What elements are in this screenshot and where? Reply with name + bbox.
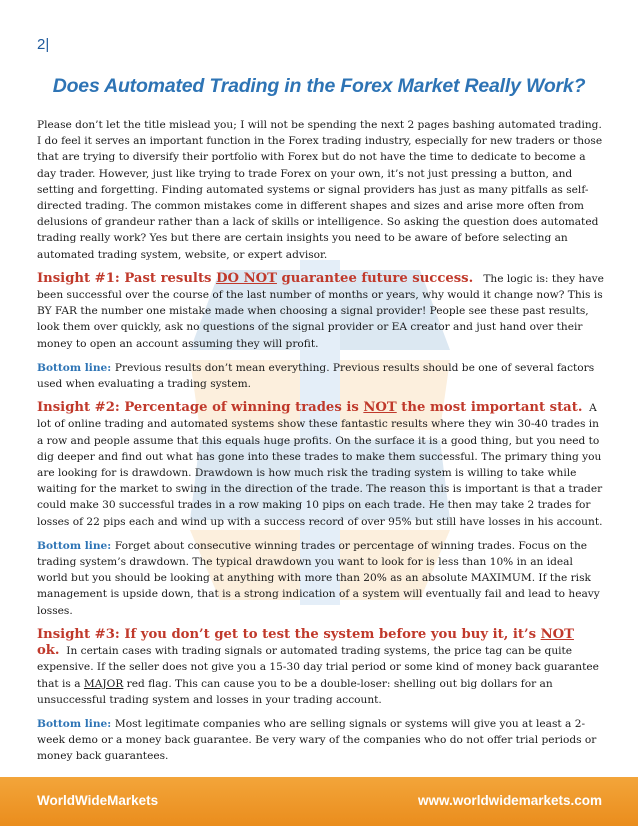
insight-1-heading-c: guarantee future success. xyxy=(276,270,474,286)
insight-2-heading-c: the most important stat. xyxy=(396,400,583,416)
bottom-line-label: Bottom line: xyxy=(37,539,115,552)
footer-brand: WorldWideMarkets xyxy=(37,793,159,808)
footer-bar xyxy=(0,777,638,826)
insight-3-heading-a: Insight #3: If you don’t get to test the system before you buy it, it’s xyxy=(37,626,541,642)
article-body xyxy=(37,117,605,765)
intro-paragraph: Please don’t let the title mislead you; I will not be spending the next 2 pages bashing automated trading. I do feel it serves an important function in the Forex trading industry, especially for new traders or those that are trying to diversify their portfolio with Forex but do not have the time to dedicate to become a day trader. However, just like trying to trade Forex on your own, it’s not just pressing a button, and setting and forgetting. Finding automated systems or signal providers has just as many pitfalls as self-directed trading. The common mistakes come in different shapes and sizes and arise more often from delusions of grandeur rather than a lack of skills or intelligence. So asking the question does automated trading really work? Yes but there are certain insights you need to be aware of before selecting an automated trading system, website, or expert advisor. xyxy=(37,119,603,261)
page-number: 2| xyxy=(37,36,50,53)
insight-1-paragraph xyxy=(37,271,605,352)
insight-2-heading xyxy=(37,400,582,415)
bottom-line-label: Bottom line: xyxy=(37,361,115,374)
insight-2-bottom-line xyxy=(37,538,605,619)
insight-1-body: The logic is: they have been successful over the course of the last number of months or years, why would it change now? This is BY FAR the number one mistake made when choosing a signal provider! People see these past results, look them over quickly, ask no questions of the signal provider or EA creator and just hand over their money to open an account assuming they will profit. xyxy=(37,272,604,350)
insight-1-bottom-line xyxy=(37,360,605,392)
insight-3-heading-emphasis: NOT xyxy=(540,626,574,642)
insight-3-heading-c: ok. xyxy=(37,643,60,659)
bottom-line-text: Forget about consecutive winning trades or percentage of winning trades. Focus on the trading system’s drawdown. The typical drawdown you want to look for is less than 10% in an ideal world but you should be looking at anything with more than 20% as an absolute MAXIMUM. If the risk management is upside down, that is a strong indication of a system will eventually fail and lead to heavy losses. xyxy=(37,539,600,617)
insight-2-body: A lot of online trading and automated systems show these fantastic results where they win 30-40 trades in a row and people assume that this equals huge profits. On the surface it is a good thing, but you need to dig deeper and find out what has gone into these trades to make them successful. The primary thing you are looking for is drawdown. Drawdown is how much risk the trading system is willing to take while waiting for the market to swing in the direction of the trade. The reason this is important is that a trader could make 30 successful trades in a row making 10 pips on each trade. He then may take 2 trades for losses of 22 pips each and wind up with a success record of over 95% but still have losses in his account. xyxy=(37,402,603,528)
insight-2-paragraph xyxy=(37,400,605,530)
footer-url-link[interactable]: www.worldwidemarkets.com xyxy=(417,793,602,808)
insight-3-bottom-line xyxy=(37,716,605,765)
insight-1-heading-a: Insight #1: Past results xyxy=(37,270,217,286)
page-title: Does Automated Trading in the Forex Market Really Work? xyxy=(52,75,586,97)
insight-3-body-a: In certain cases with trading signals or automated trading systems, the price tag can be quite expensive. If the seller does not give you a 15-30 day trial period or some kind of money back guarantee that is a xyxy=(37,645,599,690)
insight-3-body-b: red flag. This can cause you to be a double-loser: shelling out big dollars for an unsuccessful trading system and losses in your trading account. xyxy=(37,677,553,706)
insight-2-heading-a: Insight #2: Percentage of winning trades is xyxy=(37,400,364,416)
major-emphasis: MAJOR xyxy=(83,677,124,690)
bottom-line-label: Bottom line: xyxy=(37,717,115,730)
insight-1-heading xyxy=(37,271,473,286)
bottom-line-text: Previous results don’t mean everything. Previous results should be one of several factors used when evaluating a trading system. xyxy=(37,361,595,391)
insight-1-heading-emphasis: DO NOT xyxy=(216,270,277,286)
insight-3-paragraph xyxy=(37,627,605,708)
bottom-line-text: Most legitimate companies who are selling signals or systems will give you at least a 2-week demo or a money back guarantee. Be very wary of the companies who do not offer trial periods or money back guarantees. xyxy=(37,717,597,763)
insight-2-heading-emphasis: NOT xyxy=(363,400,397,416)
